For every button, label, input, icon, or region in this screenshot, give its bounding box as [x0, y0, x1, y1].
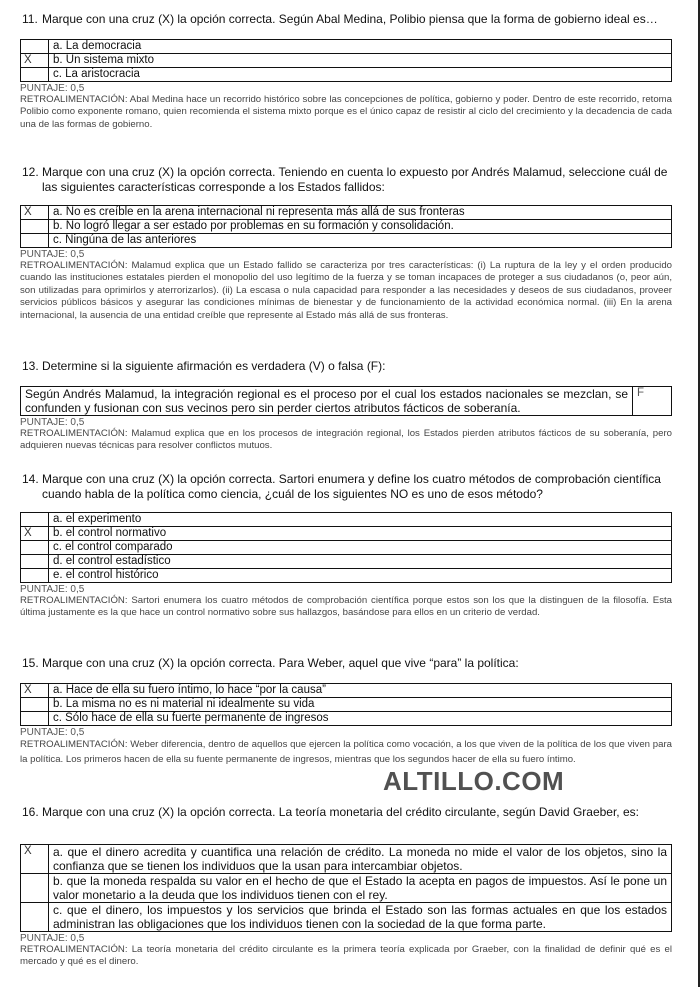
option-text: e. el control histórico [49, 569, 672, 583]
option-row[interactable] [21, 684, 672, 698]
option-row[interactable] [21, 569, 672, 583]
option-text: a. el experimento [49, 513, 672, 527]
score-label: PUNTAJE: 0,5 [20, 249, 85, 260]
answer-mark[interactable] [21, 234, 49, 248]
option-text: c. que el dinero, los impuestos y los servicios que brinda el Estado son las formas actuales en que los estados administran las obligaciones que los individuos tienen con la sociedad de la que forma parte. [49, 903, 672, 932]
options-table [20, 205, 672, 248]
option-text: b. No logró llegar a ser estado por problemas en su formación y consolidación. [49, 220, 672, 234]
option-text: b. el control normativo [49, 527, 672, 541]
option-text: c. Sólo hace de ella su fuerte permanente de ingresos [49, 712, 672, 726]
feedback-text: RETROALIMENTACIÓN: Abal Medina hace un recorrido histórico sobre las concepciones de política, gobierno y poder. Dentro de este recorrido, retoma Polibio como exponente romano, quien recomienda el sistema mixto porque es el único capaz de resistir al ciclo del crecimiento y la decadencia de cada una de las formas de gobierno. [20, 94, 672, 130]
option-row[interactable] [21, 68, 672, 82]
question-13 [20, 359, 672, 453]
answer-mark[interactable]: X [21, 527, 49, 541]
feedback-text: RETROALIMENTACIÓN: Malamud explica que un Estado fallido se caracteriza por tres características: (i) La ruptura de la ley y el orden producido cuando las instituciones estatales pierden el monopolio del uso legítimo de la fuerza y se toman incapaces de proteger a sus ciudadanos (o, peor aún, son utilizadas para oprimirlos y aterrorizarlos). (ii) La escasa o nula capacidad para responder a las necesidades y deseos de sus ciudadanos, proveer servicios públicos básicos y asegurar las condiciones mínimas de bienestar y de funcionamiento de la actividad económica normal. (iii) En la arena internacional, la ausencia de una entidad creíble que represente al Estado más allá de sus fronteras. [20, 260, 672, 321]
option-text: b. Un sistema mixto [49, 54, 672, 68]
option-text: c. el control comparado [49, 541, 672, 555]
question-14 [20, 472, 672, 620]
question-12 [20, 165, 672, 322]
option-text: b. que la moneda respalda su valor en el hecho de que el Estado la acepta en pagos de impuestos. Así le pone un valor monetario a la deuda que los individuos tienen con el rey. [49, 874, 672, 903]
option-row[interactable] [21, 220, 672, 234]
answer-mark[interactable] [21, 220, 49, 234]
answer-mark[interactable] [21, 541, 49, 555]
statement-text: Según Andrés Malamud, la integración regional es el proceso por el cual los estados nacionales se mezclan, se confunden y fusionan con sus vecinos pero sin perder ciertos atributos fácticos de soberanía. [21, 387, 633, 416]
answer-mark[interactable]: X [21, 845, 49, 874]
option-row[interactable] [21, 698, 672, 712]
option-row[interactable] [21, 541, 672, 555]
true-false-table [20, 386, 672, 416]
question-prompt: 13. Determine si la siguiente afirmación es verdadera (V) o falsa (F): [22, 359, 386, 373]
option-text: c. Ningúna de las anteriores [49, 234, 672, 248]
option-row[interactable] [21, 54, 672, 68]
answer-mark[interactable] [21, 569, 49, 583]
score-label: PUNTAJE: 0,5 [20, 933, 85, 944]
option-row[interactable] [21, 845, 672, 874]
option-text: c. La aristocracia [49, 68, 672, 82]
options-table [20, 39, 672, 82]
option-text: a. No es creíble en la arena internacional ni representa más allá de sus fronteras [49, 206, 672, 220]
answer-mark[interactable] [21, 712, 49, 726]
feedback-text: RETROALIMENTACIÓN: Malamud explica que en los procesos de integración regional, los Estados pierden atributos fácticos de su soberanía, pero adquieren nuevas técnicas para resolver conflictos mutuos. [20, 428, 672, 452]
feedback-text: RETROALIMENTACIÓN: Sartori enumera los cuatro métodos de comprobación científica porque estos son los que la distinguen de la filosofía. Esta última justamente es la que hace un control normativo sobre sus hallazgos, basándose para ellos en un criterio de verdad. [20, 595, 672, 619]
option-text: a. que el dinero acredita y cuantifica una relación de crédito. La moneda no mide el valor de los objetos, sino la confianza que se tienen los individuos que la usan para intercambiar objetos. [49, 845, 672, 874]
question-16 [20, 805, 672, 969]
watermark-logo: ALTILLO.COM [383, 766, 565, 796]
answer-mark[interactable] [21, 513, 49, 527]
option-row[interactable] [21, 903, 672, 932]
option-row[interactable] [21, 513, 672, 527]
options-table [20, 683, 672, 726]
question-prompt: 14. Marque con una cruz (X) la opción correcta. Sartori enumera y define los cuatro métodos de comprobación científica cuando habla de la política como ciencia, ¿cuál de los siguientes NO es uno de esos método? [22, 472, 661, 501]
option-text: d. el control estadístico [49, 555, 672, 569]
feedback-text: RETROALIMENTACIÓN: La teoría monetaria del crédito circulante es la primera teoría explicada por Graeber, con la finalidad de definir qué es el mercado y qué es el dinero. [20, 944, 672, 968]
option-row[interactable] [21, 712, 672, 726]
option-row[interactable] [21, 555, 672, 569]
question-prompt: 16. Marque con una cruz (X) la opción correcta. La teoría monetaria del crédito circulante, según David Graeber, es: [22, 805, 639, 819]
option-text: a. La democracia [49, 40, 672, 54]
options-table [20, 844, 672, 932]
option-row[interactable] [21, 874, 672, 903]
options-table [20, 512, 672, 583]
answer-mark[interactable]: X [21, 684, 49, 698]
answer-mark[interactable] [21, 40, 49, 54]
question-15 [20, 656, 672, 767]
statement-row [21, 387, 672, 416]
option-row[interactable] [21, 40, 672, 54]
answer-mark[interactable]: F [633, 387, 672, 416]
answer-mark[interactable]: X [21, 206, 49, 220]
question-prompt: 12. Marque con una cruz (X) la opción correcta. Teniendo en cuenta lo expuesto por Andrés Malamud, seleccione cuál de las siguientes características corresponde a los Estados fallidos: [22, 165, 668, 194]
option-row[interactable] [21, 527, 672, 541]
feedback-text: RETROALIMENTACIÓN: Weber diferencia, dentro de aquellos que ejercen la política como vocación, a los que viven de la política de los que viven para la política. Los primeros hacen de ella su fuente permanente de ingresos, mientras que los segundos hacer de ella su fuero íntimo. [20, 739, 672, 765]
answer-mark[interactable] [21, 68, 49, 82]
answer-mark[interactable] [21, 903, 49, 932]
question-prompt: 15. Marque con una cruz (X) la opción correcta. Para Weber, aquel que vive “para” la política: [22, 656, 519, 670]
option-row[interactable] [21, 234, 672, 248]
answer-mark[interactable] [21, 698, 49, 712]
option-text: b. La misma no es ni material ni idealmente su vida [49, 698, 672, 712]
score-label: PUNTAJE: 0,5 [20, 83, 85, 94]
question-prompt: 11. Marque con una cruz (X) la opción correcta. Según Abal Medina, Polibio piensa que la forma de gobierno ideal es… [22, 12, 658, 26]
answer-mark[interactable] [21, 555, 49, 569]
score-label: PUNTAJE: 0,5 [20, 584, 85, 595]
question-11 [20, 12, 672, 131]
score-label: PUNTAJE: 0,5 [20, 727, 85, 738]
option-row[interactable] [21, 206, 672, 220]
score-label: PUNTAJE: 0,5 [20, 417, 85, 428]
answer-mark[interactable] [21, 874, 49, 903]
answer-mark[interactable]: X [21, 54, 49, 68]
option-text: a. Hace de ella su fuero íntimo, lo hace “por la causa” [49, 684, 672, 698]
